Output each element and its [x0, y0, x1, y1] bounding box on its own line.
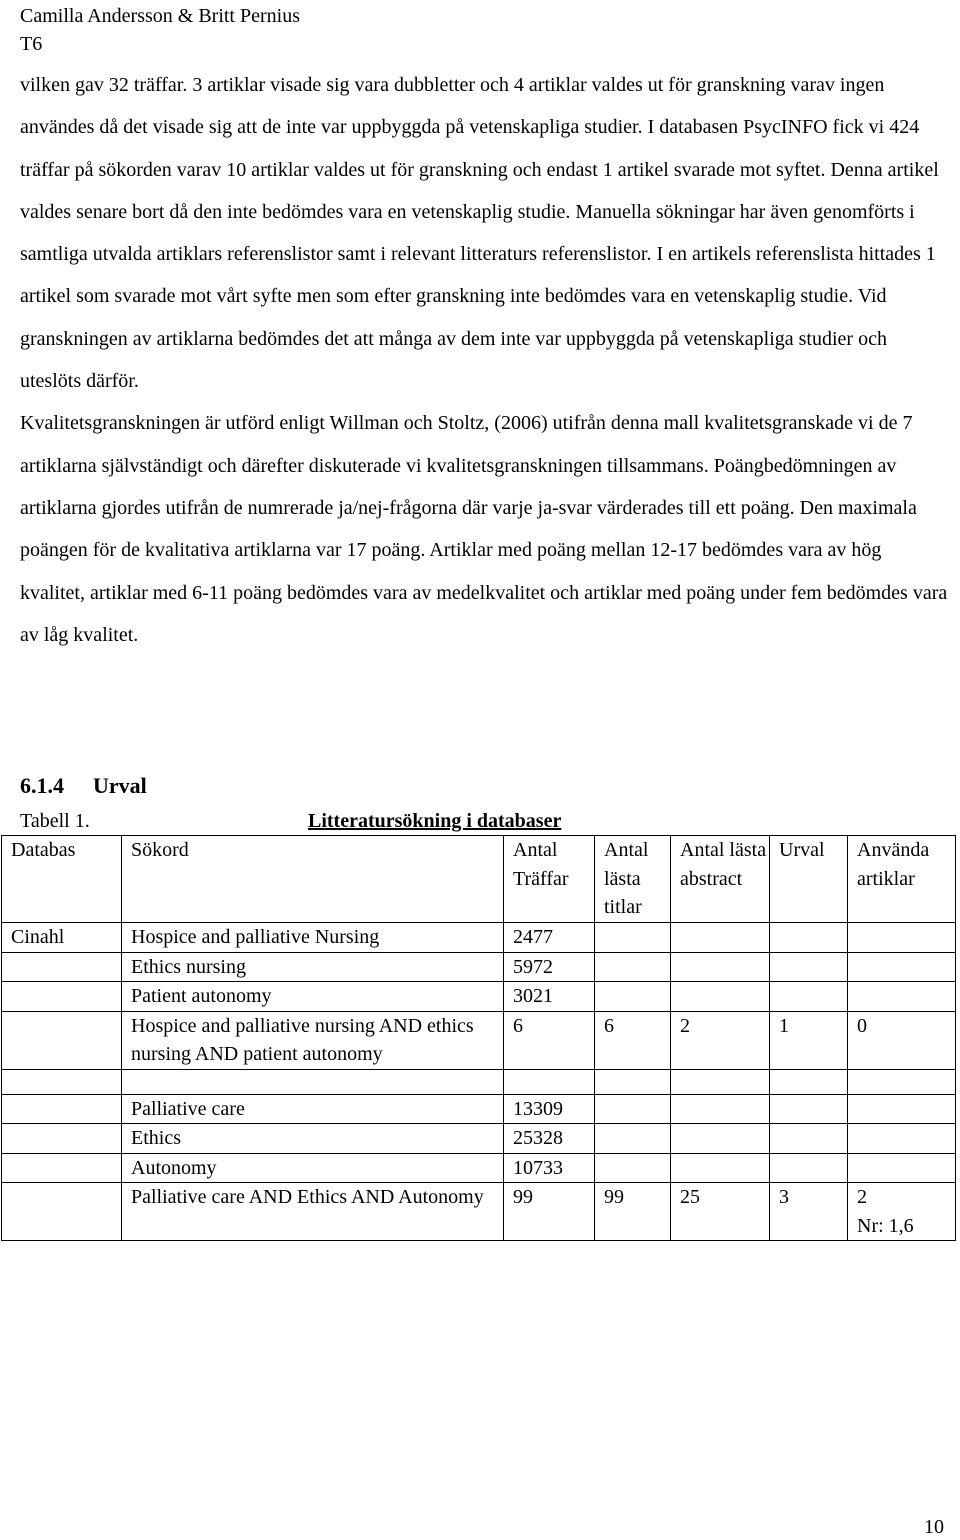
paragraph-search-results: vilken gav 32 träffar. 3 artiklar visade sig vara dubbletter och 4 artiklar valdes ut för granskning varav ingen användes då det visade sig att de inte var uppbyggda på vetenskapliga studier. I databasen PsycINFO fick vi 424 träffar på sökorden varav 10 artiklar valdes ut för granskning och endast 1 artikel svarade mot syftet. Denna artikel valdes senare bort då den inte bedömdes vara en vetenskaplig studie. Manuella sökningar har även genomförts i samtliga utvalda artiklars referenslistor samt i relevant litteraturs referenslistor. I en artikels referenslista hittades 1 artikel som svarade mot vårt syfte men som efter granskning inte bedömdes vara en vetenskaplig studie. Vid granskningen av artiklarna bedömdes det att många av dem inte var uppbyggda på vetenskapliga studier och uteslöts därför. [20, 74, 939, 393]
cell-anvanda [848, 1094, 956, 1124]
cell-titlar [595, 1153, 671, 1183]
table-title: Litteratursökning i databaser [308, 810, 562, 832]
cell-urval [770, 952, 848, 982]
table-row [2, 1124, 956, 1154]
cell-anvanda [848, 1124, 956, 1154]
cell-abstract [671, 1069, 770, 1094]
paragraph-quality-review: Kvalitetsgranskningen är utförd enligt Willman och Stoltz, (2006) utifrån denna mall kvalitetsgranskade vi de 7 artiklarna självständigt och därefter diskuterade vi kvalitetsgranskningen tillsammans. Poängbedömningen av artiklarna gjordes utifrån de numrerade ja/nej-frågorna där varje ja-svar värderades till ett poäng. Den maximala poängen för de kvalitativa artiklarna var 17 poäng. Artiklar med poäng mellan 12-17 bedömdes vara av hög kvalitet, artiklar med 6-11 poäng bedömdes vara av medelkvalitet och artiklar med poäng under fem bedömdes vara av låg kvalitet. [20, 412, 948, 646]
cell-anvanda [848, 1183, 956, 1241]
cell-titlar [595, 1069, 671, 1094]
cell-sokord: Autonomy [122, 1153, 504, 1183]
cell-sokord: Hospice and palliative nursing AND ethics nursing AND patient autonomy [122, 1011, 504, 1069]
cell-titlar [595, 982, 671, 1012]
section-title: Urval [93, 773, 147, 798]
header-authors: Camilla Andersson & Britt Pernius [20, 5, 300, 27]
cell-databas [2, 1069, 122, 1094]
cell-urval [770, 1153, 848, 1183]
table-row-blank [2, 1069, 956, 1094]
cell-titlar: 99 [595, 1183, 671, 1241]
cell-abstract [671, 923, 770, 953]
section-number: 6.1.4 [20, 773, 64, 798]
cell-traffar: 2477 [504, 923, 595, 953]
cell-urval [770, 1094, 848, 1124]
header-abstract: Antal lästa abstract [671, 836, 770, 923]
table-row [2, 1094, 956, 1124]
cell-urval: 3 [770, 1183, 848, 1241]
cell-anvanda [848, 952, 956, 982]
table-row [2, 923, 956, 953]
cell-databas [2, 1094, 122, 1124]
cell-sokord: Hospice and palliative Nursing [122, 923, 504, 953]
cell-traffar: 25328 [504, 1124, 595, 1154]
header-code: T6 [20, 33, 43, 55]
cell-sokord: Ethics nursing [122, 952, 504, 982]
cell-sokord: Palliative care [122, 1094, 504, 1124]
table-row [2, 1183, 956, 1241]
header-databas: Databas [2, 836, 122, 923]
table-header-row [2, 836, 956, 923]
cell-abstract [671, 1153, 770, 1183]
cell-sokord: Patient autonomy [122, 982, 504, 1012]
cell-titlar [595, 952, 671, 982]
cell-urval [770, 1124, 848, 1154]
cell-databas [2, 1153, 122, 1183]
cell-databas [2, 1011, 122, 1069]
cell-sokord [122, 1069, 504, 1094]
section-heading [20, 771, 147, 801]
cell-traffar: 13309 [504, 1094, 595, 1124]
cell-urval [770, 1069, 848, 1094]
header-sokord: Sökord [122, 836, 504, 923]
literature-search-table [1, 835, 956, 1241]
cell-anvanda [848, 1069, 956, 1094]
cell-abstract [671, 952, 770, 982]
cell-titlar [595, 1124, 671, 1154]
cell-abstract: 2 [671, 1011, 770, 1069]
cell-databas [2, 982, 122, 1012]
cell-anvanda [848, 982, 956, 1012]
cell-databas [2, 1124, 122, 1154]
cell-abstract: 25 [671, 1183, 770, 1241]
cell-urval [770, 982, 848, 1012]
cell-traffar: 6 [504, 1011, 595, 1069]
cell-databas [2, 952, 122, 982]
cell-abstract [671, 1094, 770, 1124]
cell-titlar: 6 [595, 1011, 671, 1069]
cell-traffar: 3021 [504, 982, 595, 1012]
cell-databas [2, 1183, 122, 1241]
header-traffar: Antal Träffar [504, 836, 595, 923]
cell-anvanda: 0 [848, 1011, 956, 1069]
table-row [2, 982, 956, 1012]
cell-traffar: 10733 [504, 1153, 595, 1183]
cell-anvanda [848, 923, 956, 953]
cell-urval [770, 923, 848, 953]
table-caption [20, 807, 960, 835]
cell-abstract [671, 1124, 770, 1154]
header-anvanda: Använda artiklar [848, 836, 956, 923]
anvanda-value: 2 [857, 1186, 867, 1208]
cell-traffar [504, 1069, 595, 1094]
table-row [2, 1011, 956, 1069]
table-label: Tabell 1. [20, 810, 90, 832]
cell-urval: 1 [770, 1011, 848, 1069]
table-row [2, 1153, 956, 1183]
table-row [2, 952, 956, 982]
cell-sokord: Ethics [122, 1124, 504, 1154]
anvanda-note: Nr: 1,6 [857, 1214, 914, 1237]
cell-traffar: 5972 [504, 952, 595, 982]
page-header [20, 2, 300, 58]
header-titlar: Antal lästa titlar [595, 836, 671, 923]
cell-sokord: Palliative care AND Ethics AND Autonomy [122, 1183, 504, 1241]
cell-titlar [595, 1094, 671, 1124]
body-text [20, 64, 950, 656]
header-urval: Urval [770, 836, 848, 923]
page-number: 10 [924, 1516, 944, 1538]
cell-databas: Cinahl [2, 923, 122, 953]
cell-titlar [595, 923, 671, 953]
cell-anvanda [848, 1153, 956, 1183]
cell-abstract [671, 982, 770, 1012]
cell-traffar: 99 [504, 1183, 595, 1241]
